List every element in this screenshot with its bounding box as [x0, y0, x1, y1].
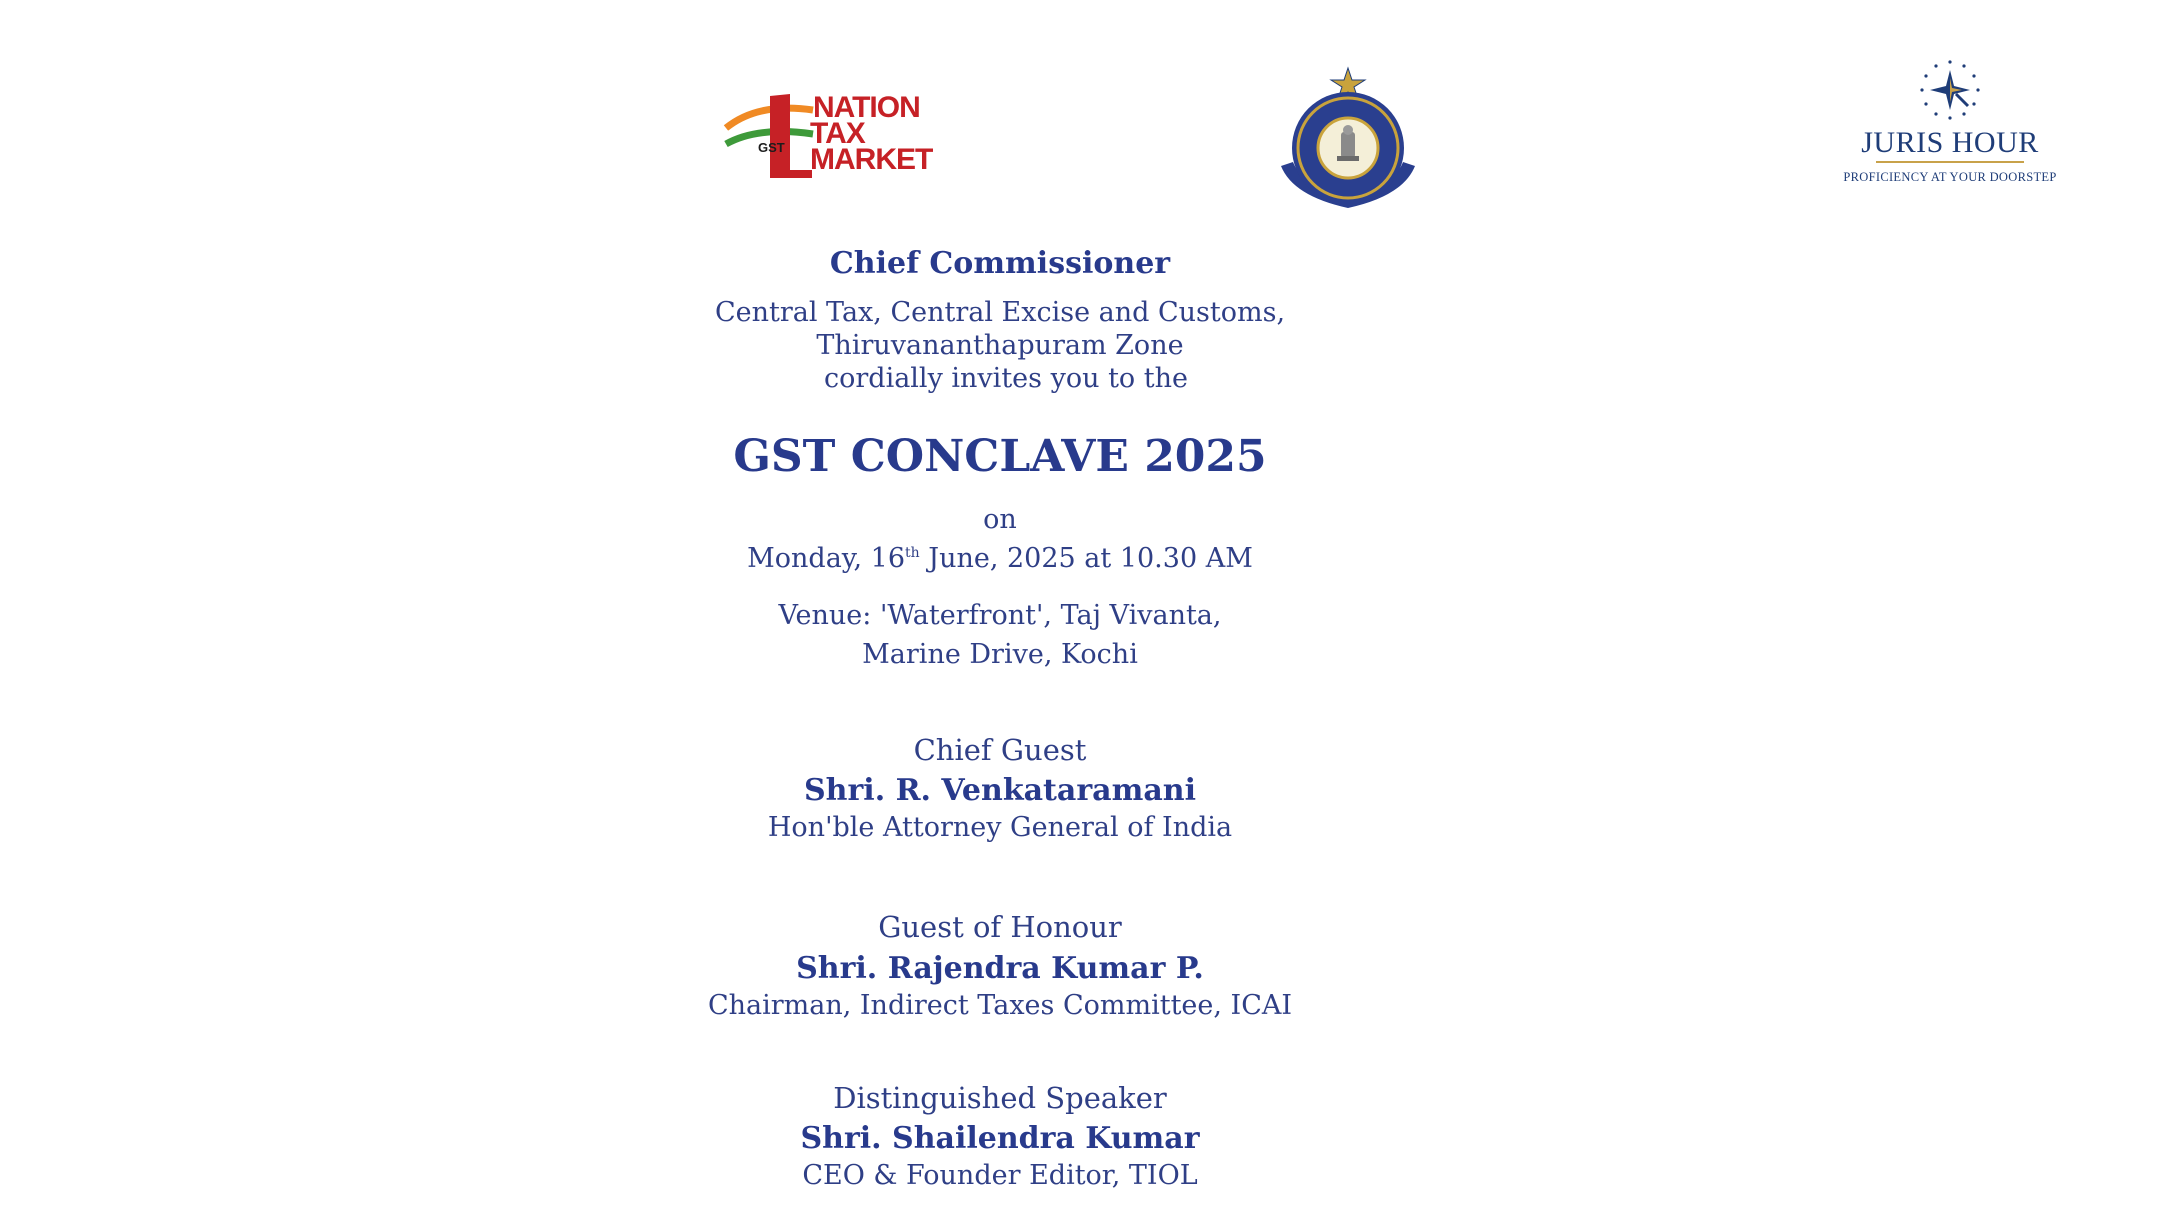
guest-role-chief: Chief Guest: [913, 733, 1087, 767]
event-date: [0, 543, 2080, 574]
cbic-emblem: [1273, 66, 1423, 214]
guest-role-honour: Guest of Honour: [878, 910, 1122, 944]
guest-designation-chief: Hon'ble Attorney General of India: [767, 812, 1233, 843]
guest-name-speaker: Shri. Shailendra Kumar: [800, 1121, 1200, 1156]
guest-designation-speaker: CEO & Founder Editor, TIOL: [802, 1160, 1198, 1191]
guest-name-chief: Shri. R. Venkataramani: [804, 773, 1196, 808]
event-date-rest: June, 2025 at 10.30 AM: [919, 543, 1253, 574]
host-line-2: Thiruvananthapuram Zone: [816, 330, 1184, 361]
guest-designation-honour: Chairman, Indirect Taxes Committee, ICAI: [707, 990, 1293, 1021]
gst-logo-line2: TAX: [810, 117, 865, 150]
event-date-prefix: Monday, 16: [747, 543, 906, 574]
event-on-label: on: [983, 504, 1017, 535]
event-date-suffix-sup: th: [905, 545, 920, 561]
gst-logo-line3: MARKET: [810, 143, 933, 176]
emblem-seal-icon: [1273, 66, 1423, 214]
juris-hour-name: JURIS HOUR: [1861, 126, 2039, 159]
juris-divider: [1876, 161, 2024, 163]
host-title: Chief Commissioner: [829, 246, 1171, 281]
juris-tagline: PROFICIENCY AT YOUR DOORSTEP: [1843, 170, 2057, 184]
gst-logo: [718, 82, 948, 182]
guest-role-speaker: Distinguished Speaker: [833, 1081, 1167, 1115]
host-line-1: Central Tax, Central Excise and Customs,: [714, 297, 1286, 328]
gst-mark: GST: [758, 140, 785, 155]
juris-hour-logo: [1830, 56, 2070, 196]
guest-name-honour: Shri. Rajendra Kumar P.: [796, 951, 1204, 986]
venue-line-2: Marine Drive, Kochi: [862, 639, 1138, 670]
gst-logo-line1: NATION: [813, 91, 920, 124]
host-invite-line: cordially invites you to the: [824, 363, 1188, 394]
compass-star-icon: [1830, 56, 2070, 126]
venue-line-1: Venue: 'Waterfront', Taj Vivanta,: [778, 600, 1222, 631]
event-title: GST CONCLAVE 2025: [733, 431, 1267, 482]
